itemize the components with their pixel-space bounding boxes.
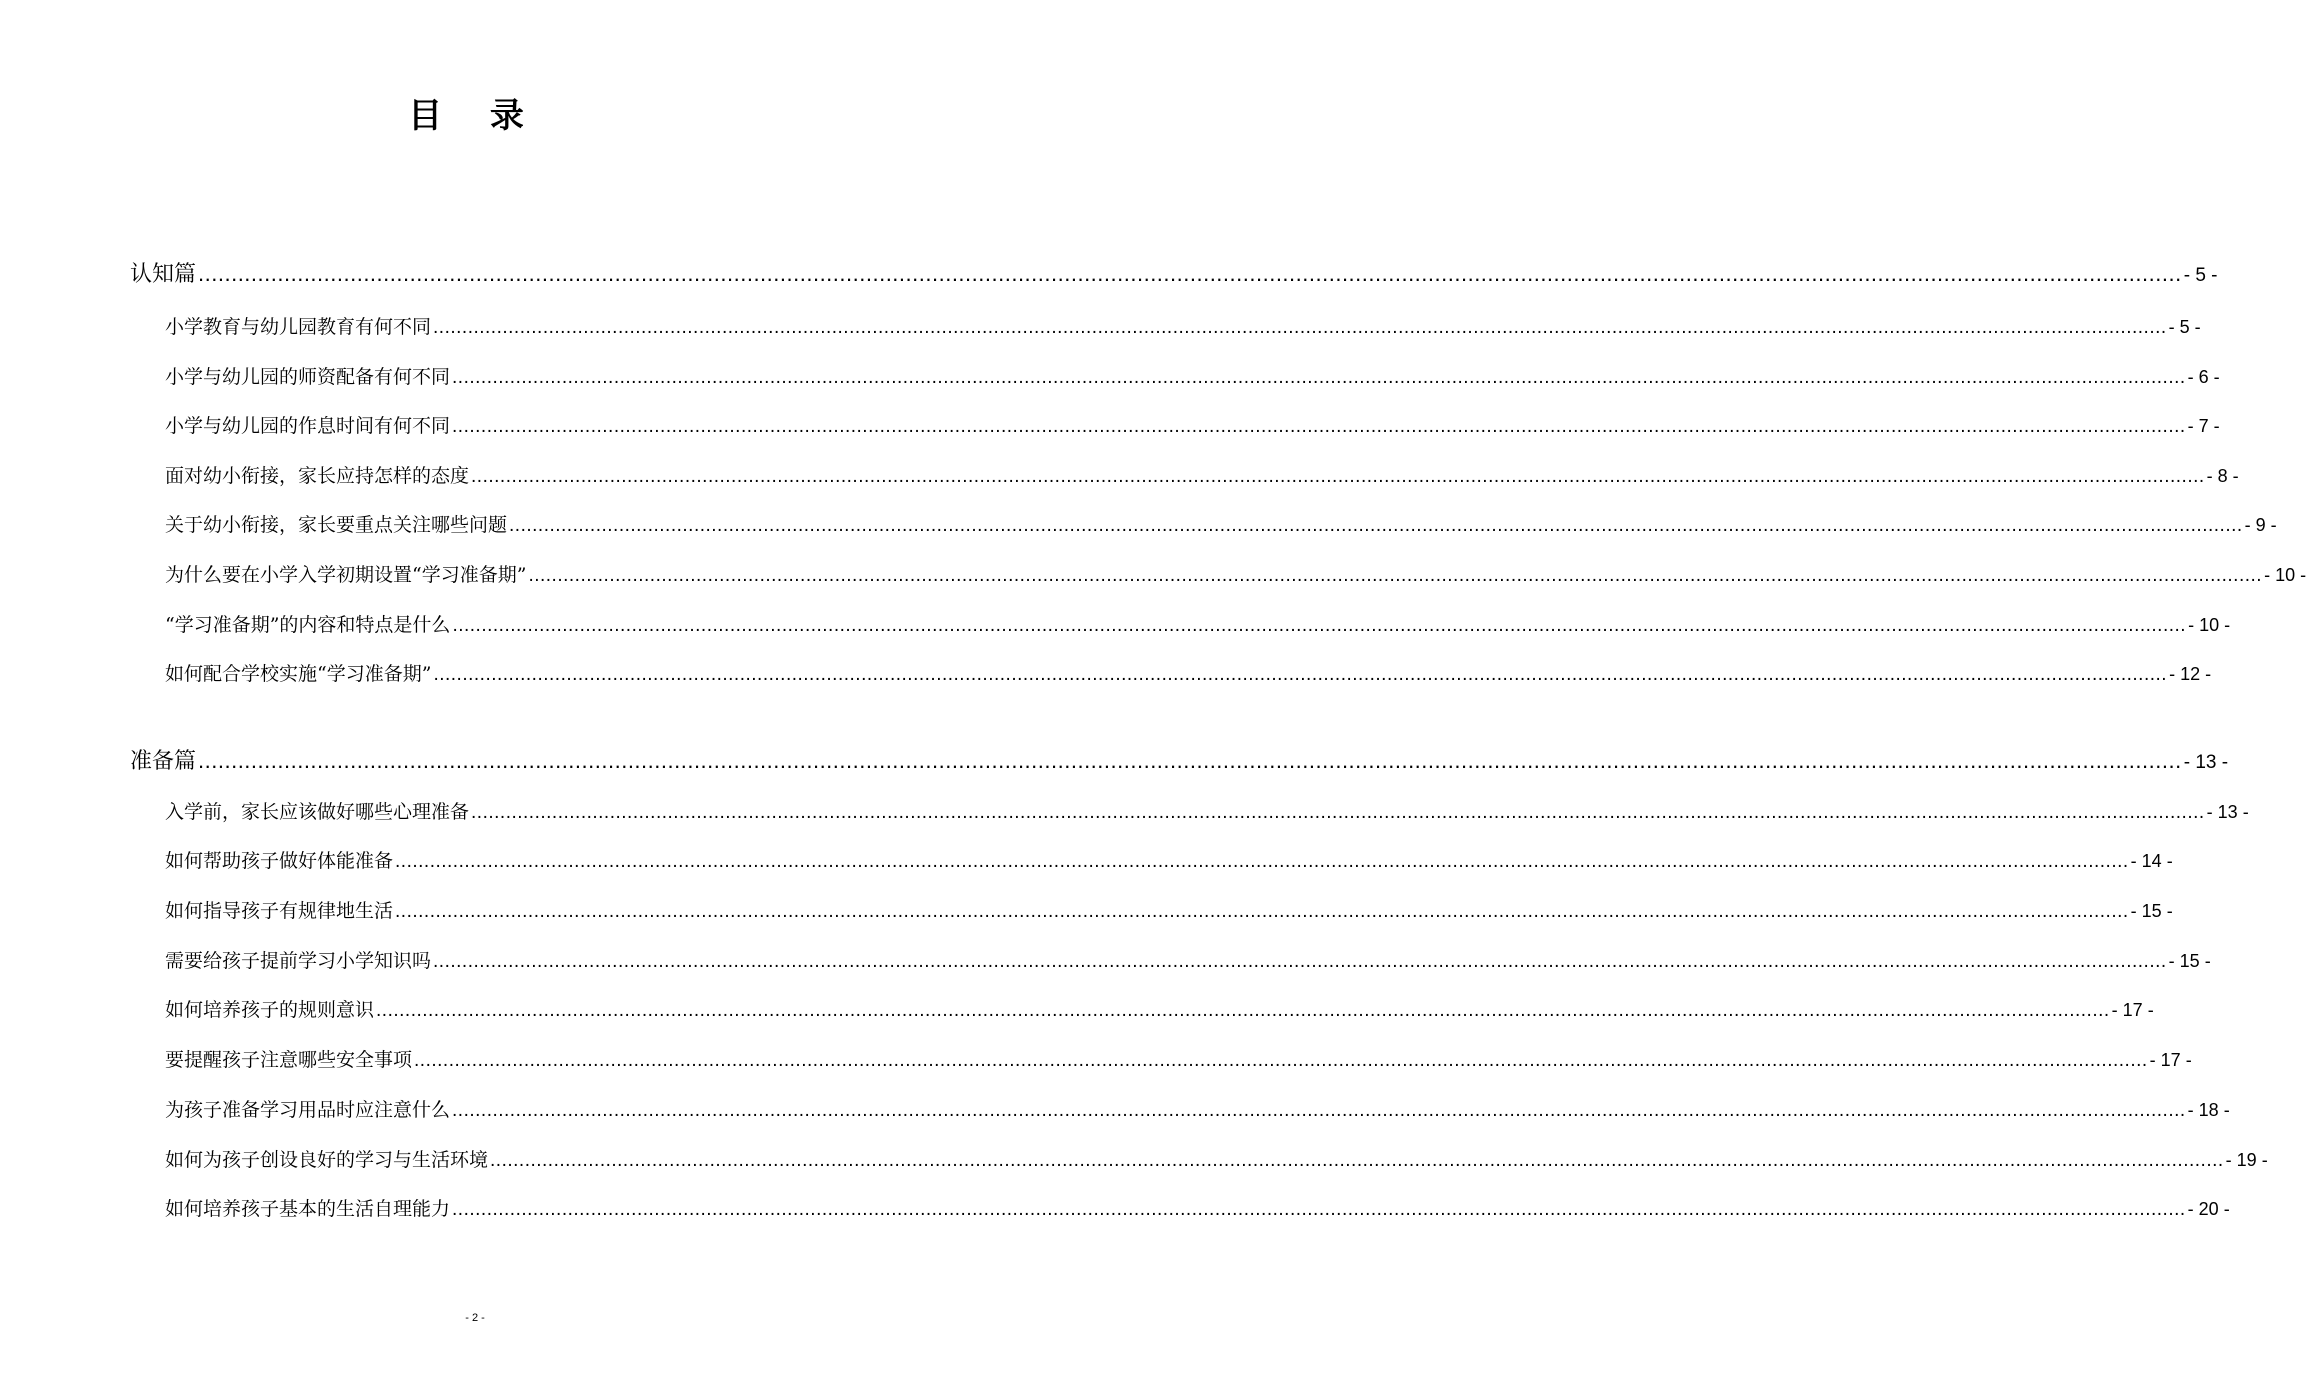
- toc-item-label: 为什么要在小学入学初期设置“学习准备期”: [165, 564, 527, 586]
- toc-item[interactable]: [165, 411, 2220, 438]
- toc-item[interactable]: [165, 797, 2249, 824]
- toc-page-number: - 8 -: [2206, 466, 2239, 486]
- dot-leader: ............................................................................................................................................................................................................................................................................................................: [433, 317, 2167, 338]
- dot-leader: ............................................................................................................................................................................................................................................................................................................: [452, 615, 2187, 636]
- toc-item[interactable]: [165, 846, 2173, 873]
- toc-page-number: - 13 -: [2206, 802, 2249, 822]
- toc-item-label: 如何为孩子创设良好的学习与生活环境: [165, 1149, 489, 1171]
- toc-page-number: - 17 -: [2149, 1050, 2192, 1070]
- toc-item[interactable]: [165, 896, 2173, 923]
- toc-page-number: - 17 -: [2111, 1000, 2154, 1020]
- dot-leader: ............................................................................................................................................................................................................................................................................................................: [414, 1050, 2148, 1071]
- toc-page-number: - 13 -: [2183, 752, 2229, 773]
- toc-page-number: - 12 -: [2169, 664, 2212, 684]
- dot-leader: ............................................................................................................................................................................................................................................................................................................: [452, 1199, 2186, 1220]
- toc-page-number: - 6 -: [2187, 367, 2220, 387]
- dot-leader: ............................................................................................................................................................................................................................................................................................................: [452, 367, 2186, 388]
- toc-section-label: 准备篇: [130, 749, 197, 774]
- dot-leader: ............................................................................................................................................................................................................................................................................................................: [395, 901, 2129, 922]
- dot-leader: ............................................................................................................................................................................................................................................................................................................: [490, 1150, 2224, 1171]
- dot-leader: ............................................................................................................................................................................................................................................................................................................: [471, 466, 2205, 487]
- page-number-footer: - 2 -: [465, 1312, 485, 1324]
- toc-page-number: - 14 -: [2130, 851, 2173, 871]
- toc-section-cognition[interactable]: [130, 257, 2218, 288]
- toc-item[interactable]: [165, 659, 2212, 686]
- toc-item-label: 小学与幼儿园的师资配备有何不同: [165, 366, 451, 388]
- toc-page-number: - 10 -: [2188, 615, 2231, 635]
- toc-page-number: - 18 -: [2187, 1100, 2230, 1120]
- toc-section-preparation[interactable]: [130, 744, 2229, 775]
- page-title: 目 录: [408, 96, 542, 136]
- toc-page-number: - 7 -: [2187, 416, 2220, 436]
- toc-item[interactable]: [165, 1194, 2230, 1221]
- toc-page-number: - 15 -: [2130, 901, 2173, 921]
- toc-item-label: 关于幼小衔接，家长要重点关注哪些问题: [165, 514, 508, 536]
- toc-item[interactable]: [165, 461, 2239, 488]
- toc-item[interactable]: [165, 362, 2220, 389]
- toc-page-number: - 5 -: [2168, 317, 2201, 337]
- dot-leader: ............................................................................................................................................................................................................................................................................................................: [433, 664, 2168, 685]
- toc-item[interactable]: [165, 1095, 2230, 1122]
- dot-leader: ............................................................................................................................................................................................................................................................................................................: [376, 1000, 2110, 1021]
- dot-leader: ............................................................................................................................................................................................................................................................................................................: [198, 748, 2182, 773]
- toc-item-label: 如何培养孩子的规则意识: [165, 999, 375, 1021]
- toc-page-number: - 19 -: [2225, 1150, 2268, 1170]
- toc-item-label: 需要给孩子提前学习小学知识吗: [165, 950, 432, 972]
- toc-item-label: 如何指导孩子有规律地生活: [165, 900, 394, 922]
- toc-item[interactable]: [165, 610, 2231, 637]
- dot-leader: ............................................................................................................................................................................................................................................................................................................: [452, 1100, 2186, 1121]
- dot-leader: ............................................................................................................................................................................................................................................................................................................: [433, 951, 2167, 972]
- toc-item-label: 小学教育与幼儿园教育有何不同: [165, 316, 432, 338]
- toc-item-label: 如何帮助孩子做好体能准备: [165, 850, 394, 872]
- dot-leader: ............................................................................................................................................................................................................................................................................................................: [471, 802, 2205, 823]
- toc-item[interactable]: [165, 995, 2154, 1022]
- toc-item-label: 如何培养孩子基本的生活自理能力: [165, 1198, 451, 1220]
- toc-item-label: 要提醒孩子注意哪些安全事项: [165, 1049, 413, 1071]
- toc-item[interactable]: [165, 312, 2201, 339]
- toc-item[interactable]: [165, 510, 2277, 537]
- toc-item-label: 小学与幼儿园的作息时间有何不同: [165, 415, 451, 437]
- toc-page-number: - 10 -: [2264, 565, 2306, 585]
- dot-leader: ............................................................................................................................................................................................................................................................................................................: [395, 851, 2129, 872]
- dot-leader: ............................................................................................................................................................................................................................................................................................................: [509, 515, 2243, 536]
- toc-page-number: - 9 -: [2244, 515, 2277, 535]
- toc-item[interactable]: [165, 1045, 2192, 1072]
- toc-item[interactable]: [165, 946, 2211, 973]
- toc-item[interactable]: [165, 560, 2306, 587]
- toc-page-number: - 20 -: [2187, 1199, 2230, 1219]
- toc-item-label: 如何配合学校实施“学习准备期”: [165, 663, 432, 685]
- toc-item-label: 入学前，家长应该做好哪些心理准备: [165, 801, 470, 823]
- toc-item[interactable]: [165, 1145, 2268, 1172]
- toc-page-number: - 15 -: [2168, 951, 2211, 971]
- dot-leader: ............................................................................................................................................................................................................................................................................................................: [198, 261, 2182, 286]
- toc-item-label: “学习准备期”的内容和特点是什么: [165, 614, 451, 636]
- toc-item-label: 为孩子准备学习用品时应注意什么: [165, 1099, 451, 1121]
- toc-section-label: 认知篇: [130, 262, 197, 287]
- toc-item-label: 面对幼小衔接，家长应持怎样的态度: [165, 465, 470, 487]
- dot-leader: ............................................................................................................................................................................................................................................................................................................: [528, 565, 2263, 586]
- toc-page-number: - 5 -: [2183, 265, 2218, 286]
- dot-leader: ............................................................................................................................................................................................................................................................................................................: [452, 416, 2186, 437]
